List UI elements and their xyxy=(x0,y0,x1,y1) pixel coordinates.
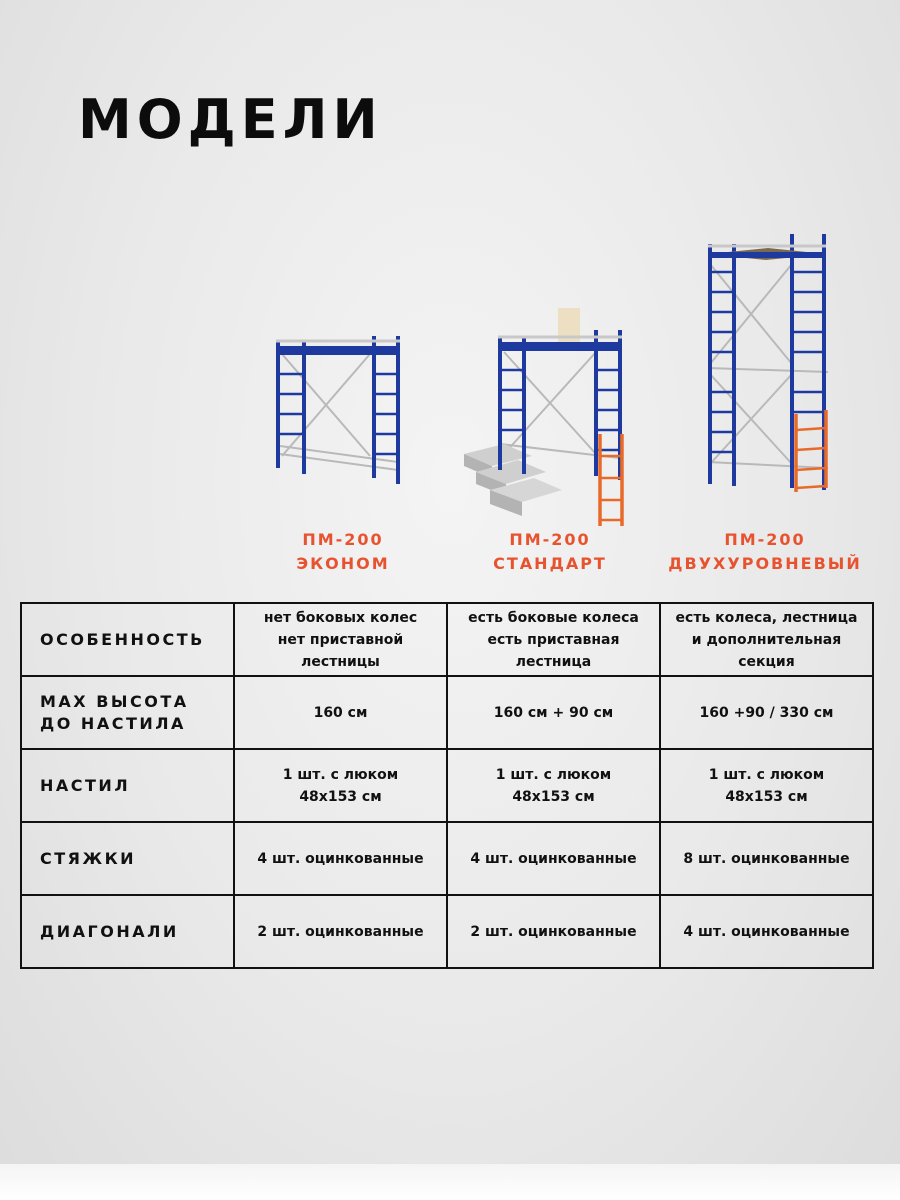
page-title: МОДЕЛИ xyxy=(78,88,383,151)
table-cell: 160 см + 90 см xyxy=(447,676,660,749)
scaffold-econom-image xyxy=(268,328,413,498)
model-code: ПМ-200 xyxy=(724,530,806,549)
model-variant: СТАНДАРТ xyxy=(493,554,607,573)
table-cell: 160 +90 / 330 см xyxy=(660,676,873,749)
table-cell: 1 шт. с люком 48x153 см xyxy=(447,749,660,822)
table-row xyxy=(21,676,873,749)
table-cell: есть колеса, лестница и дополнительная секция xyxy=(660,603,873,676)
table-cell: 4 шт. оцинкованные xyxy=(447,822,660,895)
table-cell: 2 шт. оцинкованные xyxy=(447,895,660,968)
model-variant: ДВУХУРОВНЕВЫЙ xyxy=(668,554,862,573)
scaffold-standard-image xyxy=(460,306,635,528)
table-cell: нет боковых колес нет приставной лестницы xyxy=(234,603,447,676)
table-row xyxy=(21,822,873,895)
table-cell: 1 шт. с люком 48x153 см xyxy=(234,749,447,822)
row-header: ОСОБЕННОСТЬ xyxy=(21,603,234,676)
table-row xyxy=(21,603,873,676)
table-row xyxy=(21,749,873,822)
model-label-standard xyxy=(460,528,640,576)
table-cell: 2 шт. оцинкованные xyxy=(234,895,447,968)
table-cell: 8 шт. оцинкованные xyxy=(660,822,873,895)
table-cell: 4 шт. оцинкованные xyxy=(660,895,873,968)
table-cell: 1 шт. с люком 48x153 см xyxy=(660,749,873,822)
model-variant: ЭКОНОМ xyxy=(296,554,390,573)
row-header: ДИАГОНАЛИ xyxy=(21,895,234,968)
model-label-two-level xyxy=(660,528,870,576)
table-cell: 4 шт. оцинкованные xyxy=(234,822,447,895)
row-header: СТЯЖКИ xyxy=(21,822,234,895)
table-cell: 160 см xyxy=(234,676,447,749)
model-code: ПМ-200 xyxy=(302,530,384,549)
model-label-econom xyxy=(253,528,433,576)
table-cell: есть боковые колеса есть приставная лестница xyxy=(447,603,660,676)
floor-strip xyxy=(0,1164,900,1200)
model-code: ПМ-200 xyxy=(509,530,591,549)
comparison-table xyxy=(20,602,874,969)
table-row xyxy=(21,895,873,968)
row-header: НАСТИЛ xyxy=(21,749,234,822)
scaffold-two-level-image xyxy=(696,224,836,496)
row-header: МАХ ВЫСОТА ДО НАСТИЛА xyxy=(21,676,234,749)
